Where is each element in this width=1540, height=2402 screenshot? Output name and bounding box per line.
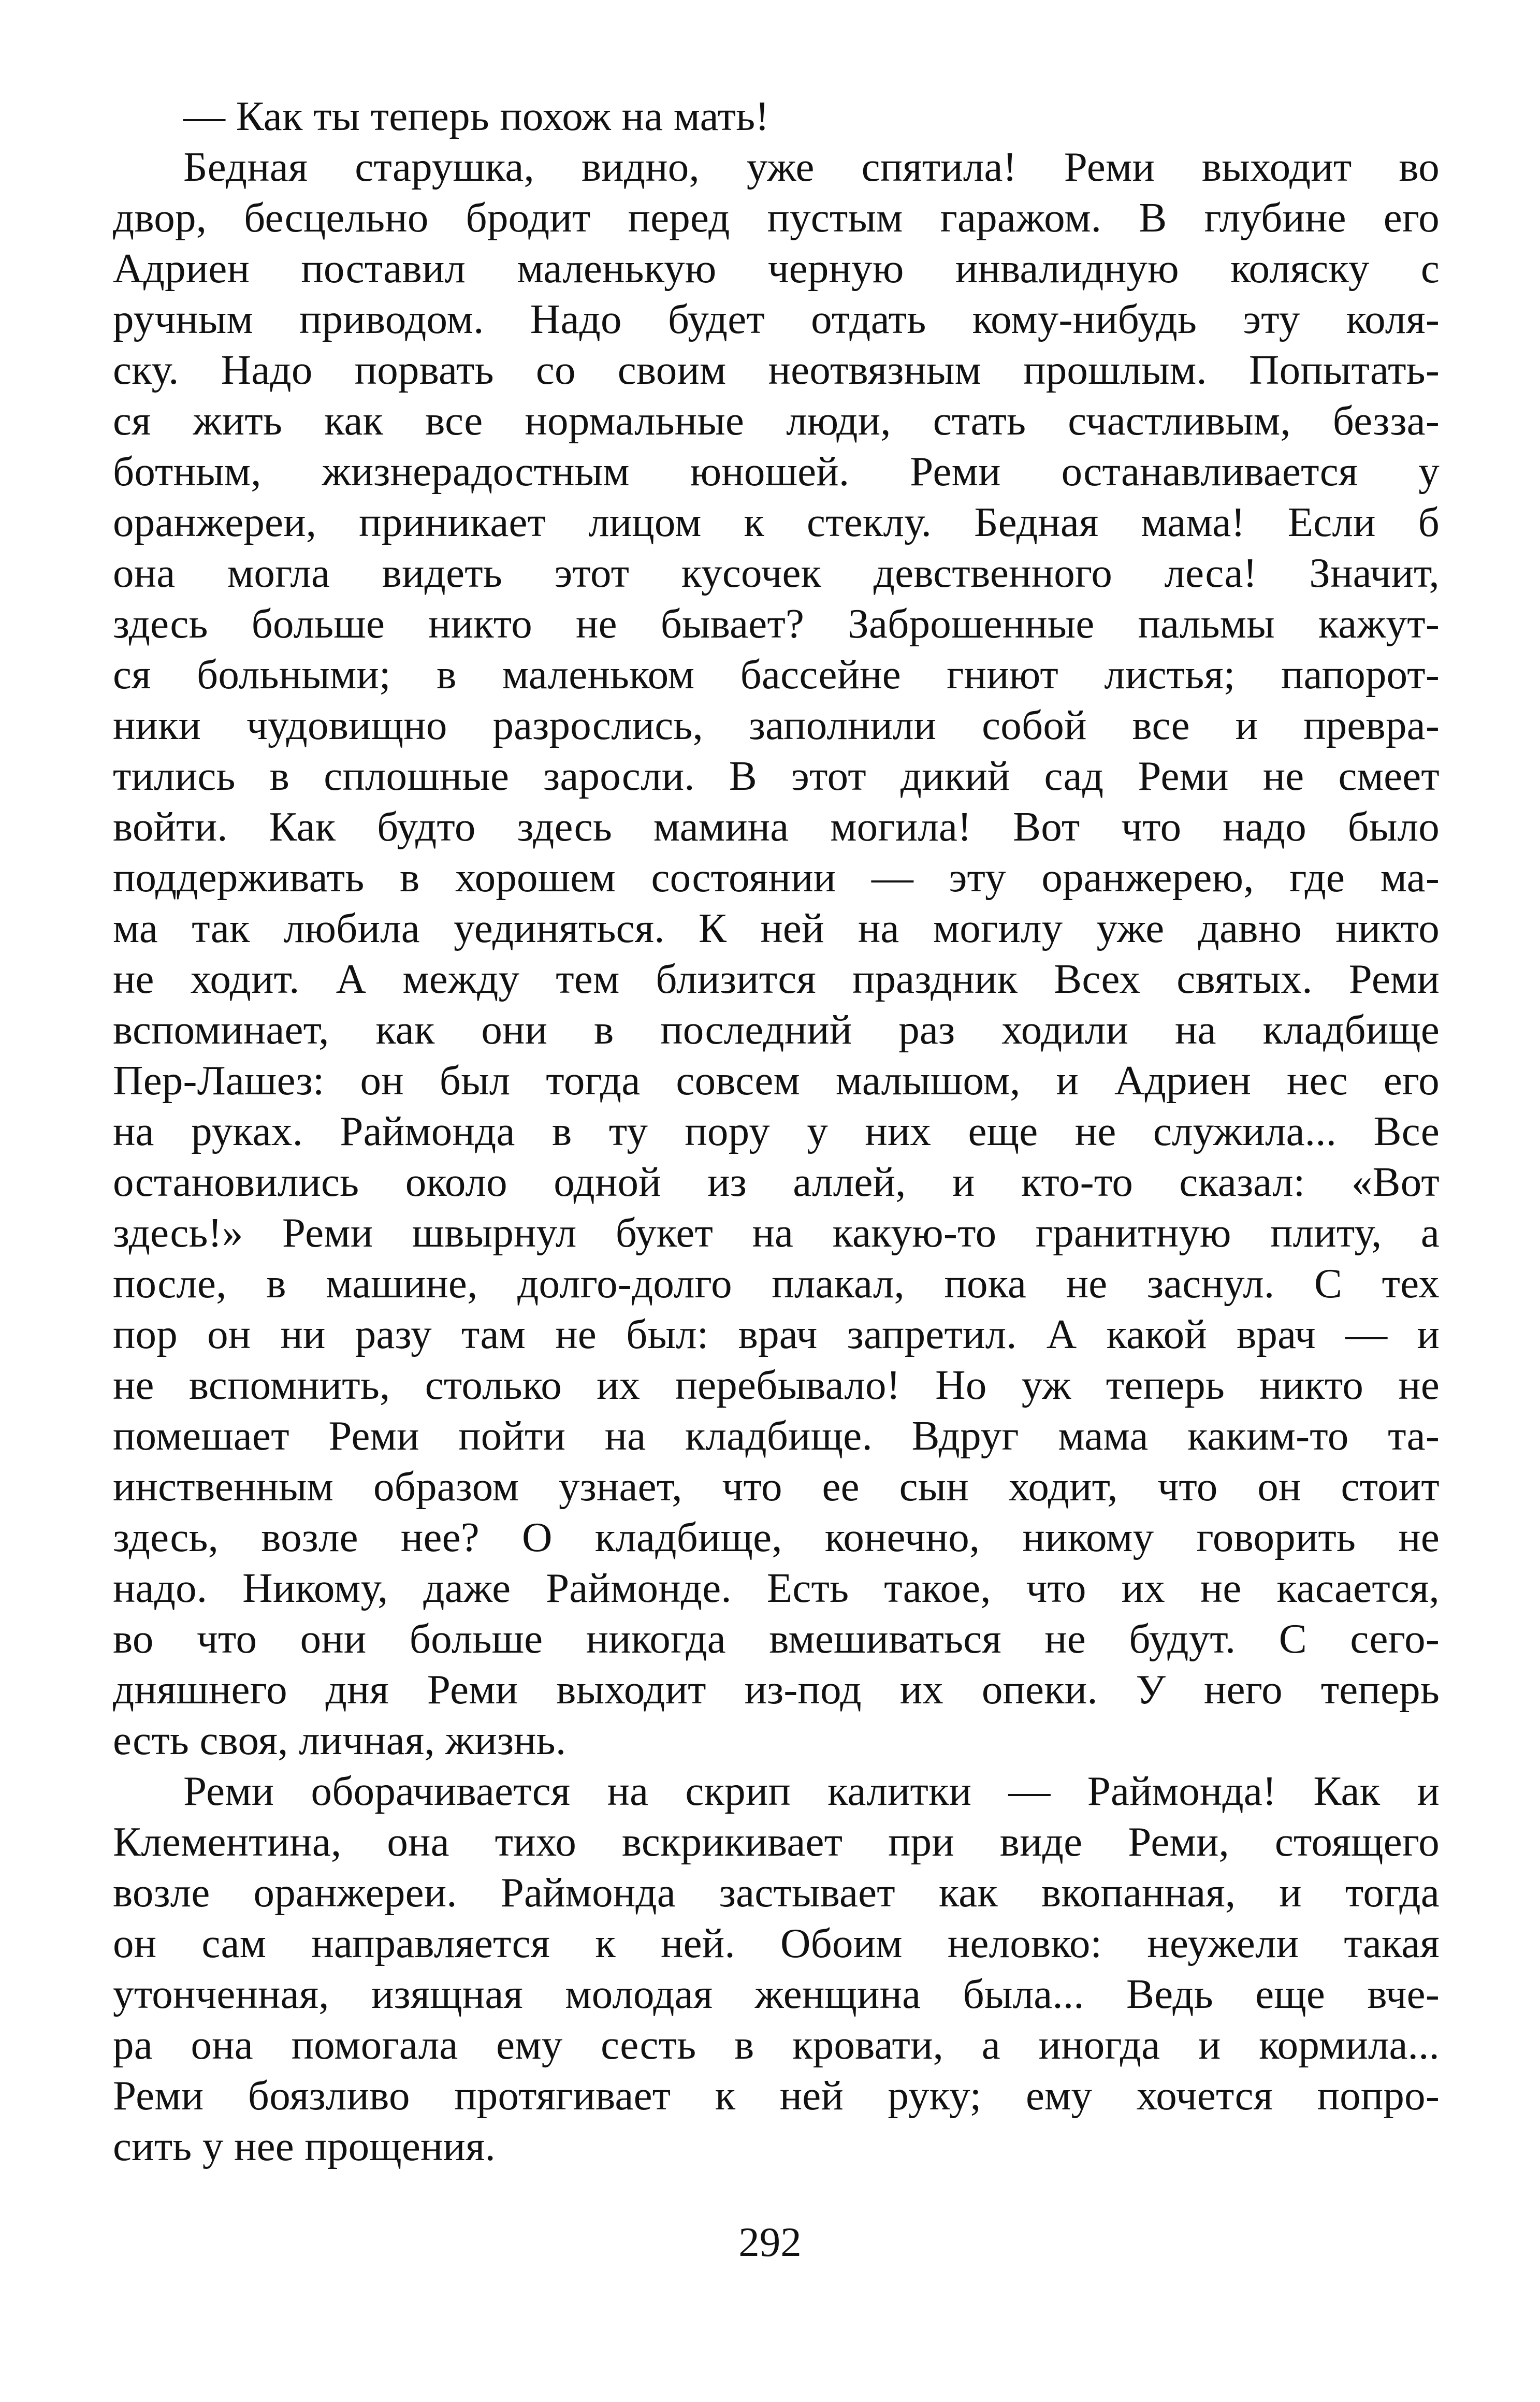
text-line: есть своя, личная, жизнь. — [113, 1717, 566, 1763]
text-line: он сам направляется к ней. Обоим неловко: неужели такая — [113, 1920, 1440, 1966]
text-line: вспоминает, как они в последний раз ходили на кладбище — [113, 1006, 1440, 1053]
text-line: не вспомнить, столько их перебывало! Но уж теперь никто не — [113, 1362, 1440, 1408]
text-line: ботным, жизнерадостным юношей. Реми останавливается у — [113, 448, 1440, 495]
text-line: инственным образом узнает, что ее сын ходит, что он стоит — [113, 1463, 1440, 1510]
text-line: войти. Как будто здесь мамина могила! Вот что надо было — [113, 803, 1440, 850]
text-line: ма так любила уединяться. К ней на могилу уже давно никто — [113, 905, 1440, 951]
text-line: надо. Никому, даже Раймонде. Есть такое, что их не касается, — [113, 1565, 1440, 1611]
text-line: Клементина, она тихо вскрикивает при виде Реми, стоящего — [113, 1818, 1440, 1865]
text-line: ску. Надо порвать со своим неотвязным прошлым. Попытать- — [113, 346, 1440, 393]
text-line: после, в машине, долго-долго плакал, пока не заснул. С тех — [113, 1260, 1440, 1307]
text-line: Реми боязливо протягивает к ней руку; ему хочется попро- — [113, 2072, 1440, 2119]
text-line: Пер-Лашез: он был тогда совсем малышом, и Адриен нес его — [113, 1057, 1440, 1104]
text-line: ся жить как все нормальные люди, стать счастливым, безза- — [113, 397, 1440, 444]
text-line: здесь больше никто не бывает? Заброшенные пальмы кажут- — [113, 600, 1440, 647]
text-line: оранжереи, приникает лицом к стеклу. Бедная мама! Если б — [113, 499, 1440, 545]
text-line: остановились около одной из аллей, и кто-то сказал: «Вот — [113, 1159, 1440, 1205]
text-line: во что они больше никогда вмешиваться не будут. С сего- — [113, 1615, 1440, 1662]
page-body — [113, 91, 1440, 2172]
text-line: ся больными; в маленьком бассейне гниют листья; папорот- — [113, 651, 1440, 698]
text-line: ники чудовищно разрослись, заполнили собой все и превра- — [113, 702, 1440, 748]
page-number: 292 — [738, 2219, 802, 2265]
text-line: утонченная, изящная молодая женщина была... Ведь еще вче- — [113, 1971, 1440, 2017]
text-line: поддерживать в хорошем состоянии — эту оранжерею, где ма- — [113, 854, 1440, 901]
text-line: не ходит. А между тем близится праздник Всех святых. Реми — [113, 956, 1440, 1002]
text-line: здесь!» Реми швырнул букет на какую-то гранитную плиту, а — [113, 1209, 1440, 1256]
text-line: Реми оборачивается на скрип калитки — Раймонда! Как и — [183, 1768, 1440, 1814]
text-line: дняшнего дня Реми выходит из-под их опеки. У него теперь — [113, 1666, 1440, 1713]
text-line: на руках. Раймонда в ту пору у них еще не служила... Все — [113, 1108, 1440, 1154]
text-line: — Как ты теперь похож на мать! — [183, 93, 769, 139]
text-line: сить у нее прощения. — [113, 2123, 496, 2169]
text-line: Бедная старушка, видно, уже спятила! Реми выходит во — [183, 143, 1440, 190]
text-line: тились в сплошные заросли. В этот дикий сад Реми не смеет — [113, 753, 1440, 799]
text-line: возле оранжереи. Раймонда застывает как вкопанная, и тогда — [113, 1869, 1440, 1916]
text-line: ра она помогала ему сесть в кровати, а иногда и кормила... — [113, 2021, 1440, 2068]
text-line: помешает Реми пойти на кладбище. Вдруг мама каким-то та- — [113, 1412, 1440, 1459]
text-line: она могла видеть этот кусочек девственного леса! Значит, — [113, 549, 1440, 596]
text-line: двор, бесцельно бродит перед пустым гаражом. В глубине его — [113, 194, 1440, 241]
text-line: здесь, возле нее? О кладбище, конечно, никому говорить не — [113, 1514, 1440, 1560]
text-line: пор он ни разу там не был: врач запретил. А какой врач — и — [113, 1311, 1440, 1357]
text-line: ручным приводом. Надо будет отдать кому-нибудь эту коля- — [113, 296, 1440, 342]
text-line: Адриен поставил маленькую черную инвалидную коляску с — [113, 245, 1440, 292]
